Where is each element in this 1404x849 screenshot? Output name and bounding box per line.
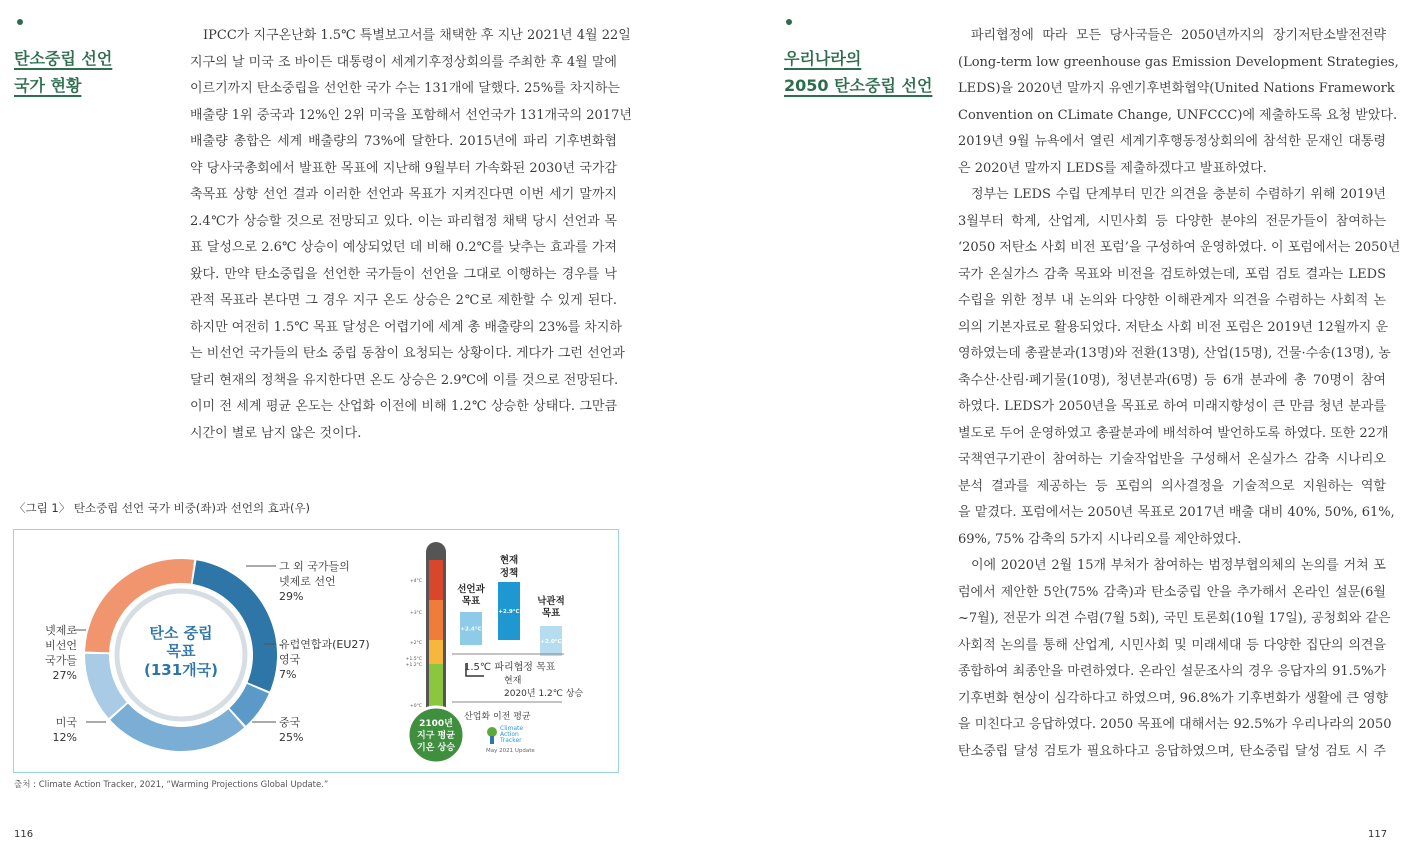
heading-line: 국가 현황: [14, 76, 82, 95]
donut-slice-label: 유럽연합과(EU27): [279, 638, 370, 651]
body-line: 이르기까지 탄소중립을 선언한 국가 수는 131개에 달했다. 25%를 차지하는: [190, 81, 620, 96]
thermometer-tick-label: +1.5°C: [405, 657, 422, 662]
body-line: 축목표 상향 선언 결과 이러한 선언과 목표가 지켜진다면 이번 세기 말까지: [190, 187, 617, 202]
body-line: 관적 목표라 본다면 그 경우 지구 온도 상승은 2℃로 제한할 수 있게 된다.: [190, 293, 617, 308]
right-page: [702, 0, 1404, 849]
scenario-bar-title: 목표: [541, 608, 561, 619]
body-line: 는 비선언 국가들의 탄소 중립 동참이 요청되는 상황이다. 게다가 그런 선언과: [190, 346, 625, 361]
page-number: 116: [14, 829, 34, 840]
body-line: 배출량 1위 중국과 12%인 2위 미국을 포함해서 선언국가 131개국의 2017년: [190, 107, 632, 123]
thermometer-band: [429, 600, 443, 640]
body-line: 2.4℃가 상승할 것으로 전망되고 있다. 이는 파리협정 채택 당시 선언과 목: [190, 213, 617, 229]
scenario-bars: [457, 554, 565, 656]
logo-mark: [487, 727, 497, 737]
body-text: [958, 23, 1401, 765]
thermometer-tick-label: +4°C: [409, 579, 422, 584]
thermometer-graphic: [406, 542, 464, 763]
update-note: May 2021 Update: [486, 748, 535, 754]
donut-slice-label: 넷제로: [45, 624, 77, 637]
body-line: 지구의 날 미국 조 바이든 대통령이 세계기후정상회의를 주최한 후 4월 말에: [190, 54, 617, 70]
donut-slice-label: 비선언: [45, 639, 77, 652]
body-line: 달리 현재의 정책을 유지한다면 온도 상승은 2.9℃에 이를 것으로 전망된다.: [190, 372, 619, 388]
body-line: 이에 2020년 2월 15개 부처가 참여하는 범정부협의체의 논의를 거쳐 포: [971, 558, 1386, 573]
thermometer-tick-label: +1.2°C: [405, 663, 422, 668]
body-line: (Long-term low greenhouse gas Emission Development Strategies,: [958, 54, 1399, 70]
body-line: 사회적 논의를 통해 산업계, 시민사회 및 미래세대 등 다양한 집단의 의견을: [958, 637, 1386, 653]
climate-action-tracker-logo: [486, 725, 535, 754]
body-line: 을 맡겼다. 포럼에서는 2050년 목표로 2017년 배출 대비 40%, 50%, 61%,: [958, 505, 1395, 520]
bulb-text: 2100년: [419, 719, 453, 729]
body-line: 의의 기본자료로 활용되었다. 저탄소 사회 비전 포럼은 2019년 12월까지 운: [958, 319, 1389, 335]
heading-line: 우리나라의: [784, 49, 862, 68]
logo-text: Climate: [500, 725, 524, 732]
body-line: 69%, 75% 감축의 5가지 시나리오를 제안하였다.: [958, 531, 1242, 547]
marker-label: 현재: [504, 676, 522, 686]
thermometer-tick-label: +3°C: [409, 611, 422, 616]
body-line: 이미 전 세계 평균 온도는 산업화 이전에 비해 1.2℃ 상승한 상태다. 그만큼: [190, 399, 617, 414]
body-line: 파리협정에 따라 모든 당사국들은 2050년까지의 장기저탄소발전전략: [971, 28, 1386, 43]
body-text: [190, 23, 632, 447]
thermometer-markers: [452, 654, 583, 722]
body-line: 정부는 LEDS 수립 단계부터 민간 의견을 충분히 수렴하기 위해 2019년: [971, 187, 1386, 202]
body-line: 하였다. LEDS가 2050년을 목표로 하여 미래지향성이 큰 만큼 청년 분과를: [958, 399, 1386, 414]
body-line: 기후변화 현상이 심각하다고 하였으며, 96.8%가 기후변화가 생활에 큰 영향: [958, 690, 1389, 706]
donut-center-line: (131개국): [143, 661, 219, 679]
body-line: 3월부터 학계, 산업계, 시민사회 등 다양한 분야의 전문가들이 참여하는: [958, 213, 1386, 229]
body-line: 시간이 별로 남지 않은 것이다.: [190, 425, 362, 441]
donut-slice-label: 중국: [279, 716, 301, 729]
scenario-bar-title: 정책: [499, 568, 519, 579]
body-line: 분석 결과를 제공하는 등 포럼의 의사결정을 기술적으로 지원하는 역할: [958, 478, 1386, 494]
figure-caption: 〈그림 1〉 탄소중립 선언 국가 비중(좌)과 선언의 효과(우): [14, 501, 311, 515]
body-line: ‘2050 저탄소 사회 비전 포럼’을 구성하여 운영하였다. 이 포럼에서는 2050년: [958, 240, 1401, 255]
donut-slice: [110, 704, 244, 751]
donut-center-line: 목표: [166, 642, 196, 660]
scenario-bar-title: 현재: [499, 555, 519, 566]
scenario-bar-value: +2.0°C: [540, 639, 562, 645]
thermometer-tick-label: +2°C: [409, 641, 422, 646]
body-line: 국책연구기관이 참여하는 기술작업반을 구성해서 온실가스 감축 시나리오: [958, 452, 1386, 467]
bulb-text: 기온 상승: [417, 743, 455, 753]
page-number: 117: [1368, 829, 1388, 840]
body-line: 배출량 총합은 세계 배출량의 73%에 달한다. 2015년에 파리 기후변화협: [190, 134, 617, 149]
donut-slice-label: 27%: [52, 669, 77, 682]
donut-slice: [85, 654, 127, 718]
thermometer-ticks: [406, 578, 422, 709]
section-bullet: [786, 19, 792, 25]
body-line: 수립을 위한 정부 내 논의와 다양한 이해관계자 의견을 수렴하는 사회적 논: [958, 293, 1386, 308]
thermometer-band: [429, 560, 443, 600]
donut-slice-label: 국가들: [45, 654, 77, 667]
section-heading: [784, 45, 932, 99]
donut-slice-label: 그 외 국가들의: [279, 560, 350, 573]
donut-slice-label: 영국: [279, 653, 301, 666]
body-line: IPCC가 지구온난화 1.5℃ 특별보고서를 채택한 후 지난 2021년 4월 22일: [203, 28, 631, 43]
marker-label: 산업화 이전 평균: [464, 712, 531, 722]
body-line: ~7월), 전문가 의견 수렴(7월 5회), 국민 토론회(10월 17일), 공청회와 같은: [958, 611, 1391, 626]
logo-mark: [490, 736, 494, 744]
figure-graphic: [14, 530, 618, 772]
heading-line: 2050 탄소중립 선언: [784, 76, 933, 95]
donut-slice-label: 넷제로 선언: [279, 575, 336, 588]
body-line: 을 미친다고 응답하였다. 2050 목표에 대해서는 92.5%가 우리나라의 2050: [958, 717, 1392, 732]
bulb-text: 지구 평균: [417, 731, 455, 741]
body-line: 은 2020년 말까지 LEDS를 제출하겠다고 발표하였다.: [958, 160, 1267, 176]
donut-center-label: [144, 624, 218, 679]
scenario-bar-title: 선언과: [457, 584, 485, 595]
body-line: 별도로 두어 운영하였고 총괄분과에 배석하여 발언하도록 하였다. 또한 22개: [958, 425, 1389, 441]
body-line: 2019년 9월 뉴욕에서 열린 세계기후행동정상회의에 참석한 문재인 대통령: [958, 134, 1386, 149]
body-line: 럼에서 제안한 5안(75% 감축)과 탄소중립 안을 추가해서 온라인 설문(6월: [958, 584, 1386, 600]
marker-label: 2020년 1.2℃ 상승: [504, 689, 584, 699]
scenario-bar-title: 목표: [461, 596, 481, 607]
donut-slice-label: 25%: [279, 731, 304, 744]
body-line: 탄소중립 달성 검토가 필요하다고 응답하였으며, 탄소중립 달성 검토 시 주: [958, 743, 1386, 759]
body-line: 종합하여 최종안을 마련하였다. 온라인 설문조사의 경우 응답자의 91.5%가: [958, 664, 1386, 679]
donut-slice-label: 미국: [55, 716, 77, 729]
logo-text: Tracker: [500, 737, 522, 744]
donut-slice-label: 12%: [52, 731, 77, 744]
body-line: 영하였는데 총괄분과(13명)와 전환(13명), 산업(15명), 건물·수송(13명), 농: [958, 346, 1391, 361]
body-line: 축수산·산림·폐기물(10명), 청년분과(6명) 등 6개 분과에 총 70명이 참여: [958, 372, 1386, 388]
body-line: Convention on CLimate Change, UNFCCC)에 제출하도록 요청 받았다.: [958, 107, 1398, 123]
body-line: 국가 온실가스 감축 목표와 비전을 검토하였는데, 포럼 검토 결과는 LEDS: [958, 266, 1386, 282]
section-heading: [14, 45, 112, 99]
figure-source: 출처 : Climate Action Tracker, 2021, “Warming Projections Global Update.”: [14, 780, 329, 790]
thermometer-band: [429, 640, 443, 664]
body-line: 약 당사국총회에서 발표한 목표에 지난해 9월부터 가속화된 2030년 국가감: [190, 160, 617, 176]
body-line: LEDS)을 2020년 말까지 유엔기후변화협약(United Nations Framework: [958, 81, 1395, 96]
section-bullet: [17, 19, 23, 25]
donut-slice-label: 7%: [279, 668, 297, 681]
scenario-bar-title: 낙관적: [537, 596, 565, 607]
donut-center-line: 탄소 중립: [149, 624, 213, 642]
scenario-bar-value: +2.4°C: [460, 626, 482, 633]
thermometer-tick-label: +0°C: [409, 704, 422, 709]
scenario-bar-value: +2.9°C: [498, 609, 520, 615]
body-line: 표 달성으로 2.6℃ 상승이 예상되었던 데 비해 0.2℃를 낮추는 효과를 가져: [190, 240, 617, 255]
body-line: 하지만 여전히 1.5℃ 목표 달성은 어렵기에 세계 총 배출량의 23%를 차지하: [190, 319, 622, 335]
donut-slice-label: 29%: [279, 590, 304, 603]
marker-label: 1.5℃ 파리협정 목표: [464, 662, 556, 673]
heading-line: 탄소중립 선언: [14, 49, 113, 68]
logo-text: Action: [500, 731, 519, 738]
figure: [13, 529, 619, 773]
body-line: 왔다. 만약 탄소중립을 선언한 국가들이 선언을 그대로 이행하는 경우를 낙: [190, 266, 617, 282]
